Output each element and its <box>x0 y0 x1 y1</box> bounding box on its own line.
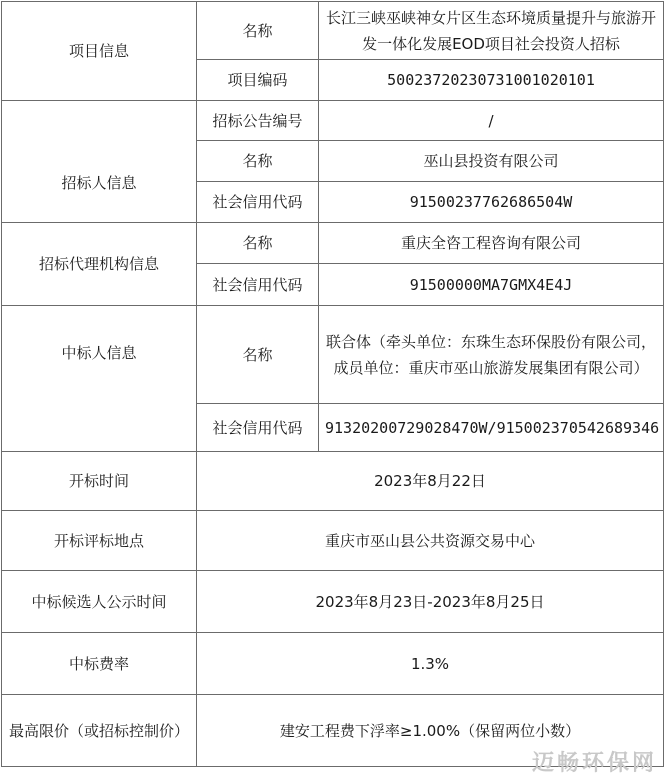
table-row <box>2 452 664 511</box>
notice-label: 招标公告编号 <box>197 101 319 141</box>
site-watermark: 迈畅环保网 <box>531 751 657 776</box>
project-name-value: 长江三峡巫峡神女片区生态环境质量提升与旅游开发一体化发展EOD项目社会投资人招标 <box>319 2 664 60</box>
tenderer-credit-label: 社会信用代码 <box>197 182 319 223</box>
table-row <box>2 2 664 60</box>
table-row <box>2 223 664 264</box>
agency-credit-value: 91500000MA7GMX4E4J <box>319 264 664 306</box>
table-row <box>2 571 664 633</box>
table-row <box>2 511 664 571</box>
tenderer-name-value: 巫山县投资有限公司 <box>319 141 664 182</box>
open-time-value: 2023年8月22日 <box>197 452 664 511</box>
project-code-value: 50023720230731001020101 <box>319 60 664 101</box>
section-project: 项目信息 <box>2 2 197 101</box>
project-name-label: 名称 <box>197 2 319 60</box>
fee-value: 1.3% <box>197 633 664 695</box>
tenderer-credit-value: 91500237762686504W <box>319 182 664 223</box>
agency-name-label: 名称 <box>197 223 319 264</box>
open-time-label: 开标时间 <box>2 452 197 511</box>
winner-credit-label: 社会信用代码 <box>197 404 319 452</box>
table-row <box>2 101 664 141</box>
limit-label: 最高限价（或招标控制价） <box>2 695 197 767</box>
winner-credit-value: 91320200729028470W/915002370542689346 <box>319 404 664 452</box>
place-label: 开标评标地点 <box>2 511 197 571</box>
section-winner: 中标人信息 <box>2 306 197 452</box>
project-code-label: 项目编码 <box>197 60 319 101</box>
notice-value: / <box>319 101 664 141</box>
agency-name-value: 重庆全咨工程咨询有限公司 <box>319 223 664 264</box>
fee-label: 中标费率 <box>2 633 197 695</box>
bid-result-table <box>1 1 664 767</box>
publicity-value: 2023年8月23日-2023年8月25日 <box>197 571 664 633</box>
table-row <box>2 306 664 404</box>
section-tenderer: 招标人信息 <box>2 101 197 223</box>
section-agency: 招标代理机构信息 <box>2 223 197 306</box>
tenderer-name-label: 名称 <box>197 141 319 182</box>
agency-credit-label: 社会信用代码 <box>197 264 319 306</box>
place-value: 重庆市巫山县公共资源交易中心 <box>197 511 664 571</box>
publicity-label: 中标候选人公示时间 <box>2 571 197 633</box>
winner-name-value: 联合体（牵头单位：东珠生态环保股份有限公司，成员单位：重庆市巫山旅游发展集团有限公司） <box>319 306 664 404</box>
table-row <box>2 633 664 695</box>
winner-name-label: 名称 <box>197 306 319 404</box>
limit-value: 建安工程费下浮率≥1.00%（保留两位小数） <box>197 695 664 767</box>
